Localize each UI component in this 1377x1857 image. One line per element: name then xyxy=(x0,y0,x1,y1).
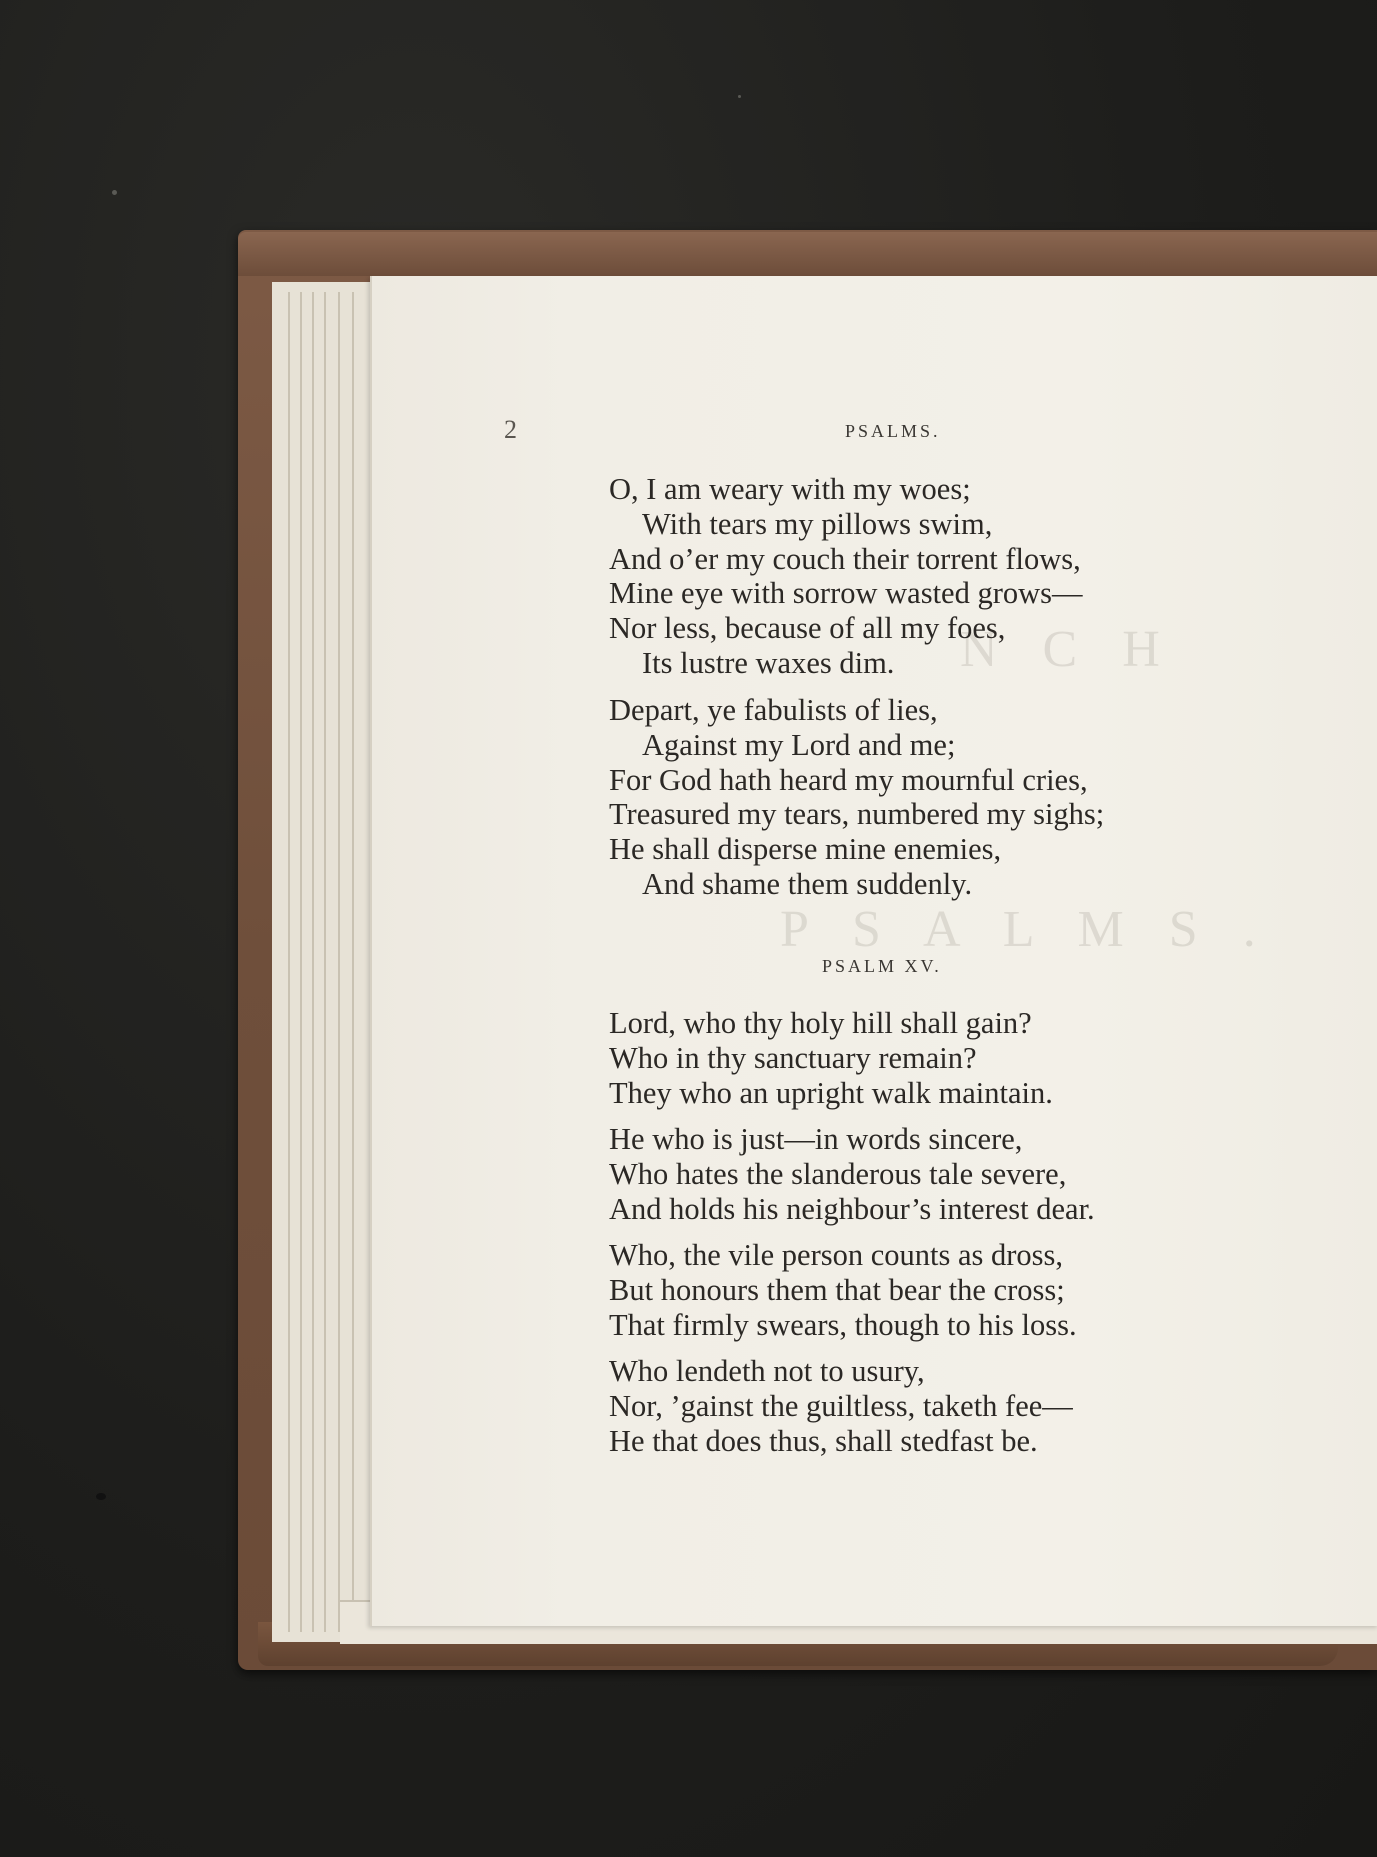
verse-line: Against my Lord and me; xyxy=(642,727,956,762)
show-through-text: P S A L M S . xyxy=(780,901,1272,958)
running-head: PSALMS. xyxy=(845,421,941,441)
verse-line: Who, the vile person counts as dross, xyxy=(609,1238,1064,1272)
verse-line: And shame them suddenly. xyxy=(642,866,973,901)
page-edge-line xyxy=(352,292,354,1632)
verse-line: With tears my pillows swim, xyxy=(642,506,993,541)
dust-speck xyxy=(112,190,117,195)
stanza xyxy=(609,1354,1073,1458)
show-through-text: N C H xyxy=(960,621,1176,678)
verse-line: They who an upright walk maintain. xyxy=(609,1075,1053,1110)
stanza xyxy=(609,693,1104,902)
verse-line: Who in thy sanctuary remain? xyxy=(609,1040,977,1075)
page-number: 2 xyxy=(504,415,517,444)
verse-line: Lord, who thy holy hill shall gain? xyxy=(609,1006,1032,1040)
verse-line: He who is just—in words sincere, xyxy=(609,1122,1023,1156)
verse-line: O, I am weary with my woes; xyxy=(609,472,971,506)
verse-line: Nor, ’gainst the guiltless, taketh fee— xyxy=(609,1388,1073,1423)
dust-speck xyxy=(96,1493,106,1500)
stanza xyxy=(609,1238,1077,1342)
verse-line: And holds his neighbour’s interest dear. xyxy=(609,1191,1095,1226)
verse-line: And o’er my couch their torrent flows, xyxy=(609,541,1081,576)
book-cover-top-edge xyxy=(238,232,1377,276)
stanza xyxy=(609,1122,1095,1226)
verse-line: That firmly swears, though to his loss. xyxy=(609,1307,1077,1342)
verse-line: Who hates the slanderous tale severe, xyxy=(609,1156,1067,1191)
verse-line: Mine eye with sorrow wasted grows— xyxy=(609,576,1083,611)
page-edge-line xyxy=(288,292,290,1632)
verse-line: Depart, ye fabulists of lies, xyxy=(609,693,938,727)
stanza xyxy=(609,472,1083,681)
verse-line: Its lustre waxes dim. xyxy=(642,645,895,680)
page-edge-line xyxy=(312,292,314,1632)
verse-line: Treasured my tears, numbered my sighs; xyxy=(609,797,1105,832)
verse-line: For God hath heard my mournful cries, xyxy=(609,762,1088,797)
verse-line: Nor less, because of all my foes, xyxy=(609,611,1006,646)
page-edge-line xyxy=(324,292,326,1632)
page-edge-line xyxy=(300,292,302,1632)
psalm-heading: PSALM XV. xyxy=(822,956,942,976)
verse-line: He that does thus, shall stedfast be. xyxy=(609,1423,1038,1458)
stanza xyxy=(609,1006,1053,1110)
verse-line: He shall disperse mine enemies, xyxy=(609,832,1002,867)
verse-line: But honours them that bear the cross; xyxy=(609,1272,1065,1307)
dust-speck xyxy=(738,95,741,98)
verse-line: Who lendeth not to usury, xyxy=(609,1354,925,1388)
page-edge-line xyxy=(338,292,340,1632)
